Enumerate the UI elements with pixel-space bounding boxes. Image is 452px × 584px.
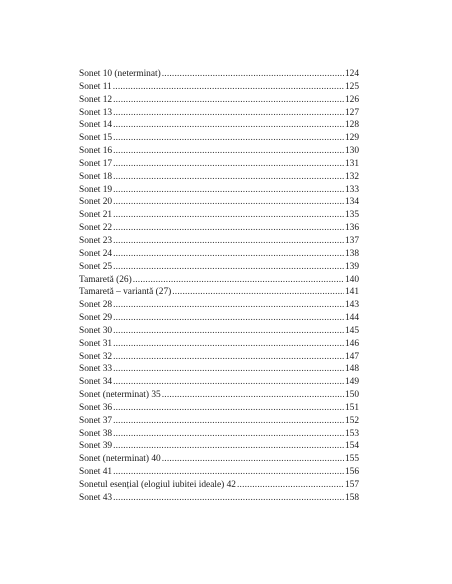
- toc-entry-title: Sonet 37: [79, 415, 113, 426]
- dot-leader: [237, 479, 344, 492]
- dot-leader: [113, 145, 344, 158]
- toc-entry-title: Sonet 21: [79, 210, 113, 221]
- toc-entry: [79, 351, 359, 364]
- toc-entry-page-number: 154: [344, 441, 359, 452]
- dot-leader: [113, 351, 344, 364]
- toc-entry: [79, 453, 359, 466]
- toc-entry-page-number: 153: [344, 428, 359, 439]
- toc-entry: [79, 479, 359, 492]
- toc-entry-page-number: 143: [344, 300, 359, 311]
- toc-entry-page-number: 147: [344, 351, 359, 362]
- dot-leader: [113, 492, 344, 505]
- toc-entry-page-number: 139: [344, 261, 359, 272]
- toc-entry-page-number: 148: [344, 364, 359, 375]
- toc-entry: [79, 184, 359, 197]
- toc-entry-page-number: 156: [344, 467, 359, 478]
- toc-entry-page-number: 130: [344, 146, 359, 157]
- dot-leader: [113, 299, 344, 312]
- toc-entry-title: Sonet 16: [79, 146, 113, 157]
- toc-entry: [79, 428, 359, 441]
- toc-entry-title: Sonet 28: [79, 300, 113, 311]
- toc-entry-title: Sonetul esențial (elogiul iubitei ideale) 42: [79, 480, 236, 490]
- toc-entry-page-number: 146: [344, 338, 359, 349]
- dot-leader: [133, 274, 344, 287]
- toc-entry-title: Sonet 15: [79, 133, 113, 144]
- toc-entry-title: Sonet 38: [79, 428, 113, 439]
- toc-entry-page-number: 124: [344, 69, 359, 79]
- dot-leader: [162, 389, 344, 402]
- toc-entry-title: Sonet 11: [79, 81, 112, 92]
- toc-entry: [79, 440, 359, 453]
- toc-entry: [79, 299, 359, 312]
- dot-leader: [162, 68, 344, 81]
- toc-entry-page-number: 125: [344, 81, 359, 92]
- toc-entry-title: Sonet 14: [79, 120, 113, 131]
- toc-entry: [79, 196, 359, 209]
- toc-entry: [79, 415, 359, 428]
- table-of-contents: [79, 68, 359, 505]
- toc-entry-page-number: 134: [344, 197, 359, 208]
- dot-leader: [113, 209, 344, 222]
- toc-entry-title: Sonet 10 (neterminat): [79, 69, 161, 79]
- dot-leader: [113, 338, 344, 351]
- toc-entry-page-number: 150: [344, 390, 359, 401]
- dot-leader: [113, 81, 344, 94]
- toc-entry-page-number: 136: [344, 223, 359, 234]
- toc-entry-page-number: 133: [344, 184, 359, 195]
- dot-leader: [113, 132, 344, 145]
- toc-entry-title: Sonet 41: [79, 467, 113, 478]
- toc-entry: [79, 94, 359, 107]
- toc-entry-page-number: 135: [344, 210, 359, 221]
- toc-entry: [79, 286, 359, 299]
- toc-entry-title: Sonet 29: [79, 313, 113, 324]
- toc-entry: [79, 338, 359, 351]
- toc-entry-page-number: 126: [344, 94, 359, 105]
- toc-entry-title: Sonet 34: [79, 377, 113, 388]
- toc-entry: [79, 492, 359, 505]
- dot-leader: [113, 402, 344, 415]
- dot-leader: [113, 171, 344, 184]
- toc-entry-title: Tamaretă – variantă (27): [79, 287, 172, 298]
- toc-entry-title: Sonet 24: [79, 248, 113, 259]
- toc-entry: [79, 402, 359, 415]
- toc-entry-title: Sonet 31: [79, 338, 113, 349]
- toc-entry: [79, 235, 359, 248]
- toc-entry: [79, 261, 359, 274]
- dot-leader: [162, 453, 344, 466]
- toc-entry-title: Sonet 17: [79, 158, 113, 169]
- dot-leader: [113, 119, 344, 132]
- toc-entry-title: Sonet 18: [79, 171, 113, 182]
- toc-entry-page-number: 144: [344, 313, 359, 324]
- toc-entry-title: Sonet 19: [79, 184, 113, 195]
- toc-entry-page-number: 131: [344, 158, 359, 169]
- toc-entry-page-number: 149: [344, 377, 359, 388]
- toc-entry-title: Sonet 39: [79, 441, 113, 452]
- toc-entry: [79, 222, 359, 235]
- toc-entry-page-number: 145: [344, 325, 359, 336]
- dot-leader: [113, 440, 344, 453]
- toc-entry: [79, 145, 359, 158]
- dot-leader: [113, 415, 344, 428]
- toc-entry-title: Sonet 43: [79, 492, 113, 503]
- toc-entry: [79, 107, 359, 120]
- toc-entry-title: Tamaretă (26): [79, 274, 132, 285]
- dot-leader: [113, 235, 344, 248]
- dot-leader: [113, 376, 344, 389]
- toc-entry: [79, 119, 359, 132]
- toc-entry-page-number: 152: [344, 415, 359, 426]
- toc-entry-title: Sonet 25: [79, 261, 113, 272]
- toc-entry-page-number: 151: [344, 402, 359, 413]
- toc-entry-page-number: 157: [344, 480, 359, 490]
- toc-entry-title: Sonet 36: [79, 402, 113, 413]
- toc-entry-title: Sonet 32: [79, 351, 113, 362]
- toc-entry-title: Sonet (neterminat) 40: [79, 454, 161, 465]
- toc-entry-page-number: 140: [344, 274, 359, 285]
- toc-entry: [79, 363, 359, 376]
- toc-entry-page-number: 132: [344, 171, 359, 182]
- dot-leader: [113, 466, 344, 479]
- dot-leader: [172, 286, 344, 299]
- dot-leader: [113, 94, 344, 107]
- toc-entry-title: Sonet 33: [79, 364, 113, 375]
- dot-leader: [113, 158, 344, 171]
- toc-entry-page-number: 137: [344, 235, 359, 246]
- toc-entry-page-number: 158: [344, 492, 359, 503]
- toc-entry: [79, 209, 359, 222]
- dot-leader: [113, 312, 344, 325]
- toc-entry-page-number: 141: [344, 287, 359, 298]
- dot-leader: [113, 261, 344, 274]
- toc-entry-title: Sonet 20: [79, 197, 113, 208]
- dot-leader: [113, 222, 344, 235]
- toc-entry-title: Sonet (neterminat) 35: [79, 390, 161, 401]
- toc-entry-page-number: 128: [344, 120, 359, 131]
- toc-entry-page-number: 127: [344, 107, 359, 118]
- toc-entry: [79, 248, 359, 261]
- toc-entry-title: Sonet 13: [79, 107, 113, 118]
- toc-entry: [79, 376, 359, 389]
- toc-entry-page-number: 129: [344, 133, 359, 144]
- toc-entry-page-number: 155: [344, 454, 359, 465]
- toc-entry: [79, 389, 359, 402]
- toc-entry: [79, 325, 359, 338]
- toc-entry: [79, 81, 359, 94]
- toc-entry-title: Sonet 23: [79, 235, 113, 246]
- toc-entry: [79, 132, 359, 145]
- toc-entry: [79, 158, 359, 171]
- dot-leader: [113, 196, 344, 209]
- toc-entry: [79, 466, 359, 479]
- toc-entry-title: Sonet 22: [79, 223, 113, 234]
- dot-leader: [113, 184, 344, 197]
- dot-leader: [113, 363, 344, 376]
- toc-entry: [79, 68, 359, 81]
- toc-entry-title: Sonet 12: [79, 94, 113, 105]
- toc-entry: [79, 312, 359, 325]
- toc-entry: [79, 171, 359, 184]
- toc-entry: [79, 274, 359, 287]
- dot-leader: [113, 107, 344, 120]
- toc-entry-page-number: 138: [344, 248, 359, 259]
- dot-leader: [113, 248, 344, 261]
- dot-leader: [113, 428, 344, 441]
- toc-entry-title: Sonet 30: [79, 325, 113, 336]
- dot-leader: [113, 325, 344, 338]
